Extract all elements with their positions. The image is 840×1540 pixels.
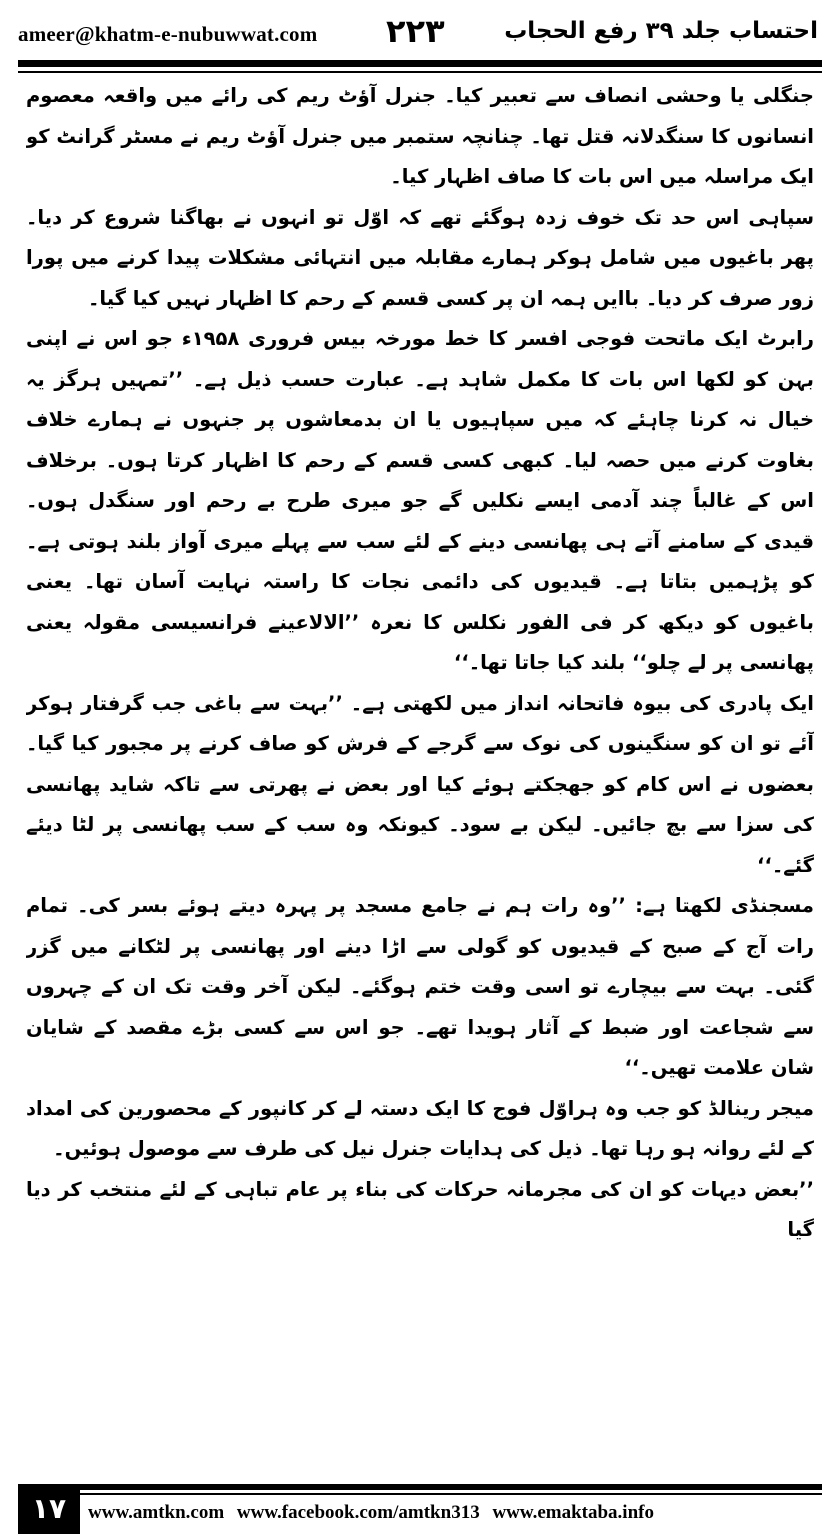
header-book-title: احتساب جلد ۳۹ رفع الحجاب bbox=[504, 18, 818, 44]
footer-page-index: ۱۷ bbox=[18, 1484, 80, 1534]
footer-link-facebook[interactable]: www.facebook.com/amtkn313 bbox=[236, 1502, 480, 1523]
header-page-number: ۲۲۳ bbox=[386, 12, 445, 50]
paragraph-4: ایک پادری کی بیوہ فاتحانہ انداز میں لکھتی ہے۔ ’’بہت سے باغی جب گرفتار ہوکر آئے تو ان کو سنگینوں کی نوک سے گرجے کے فرش کو صاف کرنے پر مجبور کیا گیا۔ بعضوں نے اس کام کو جھجکتے ہوئے کیا اور بعض نے پھرتی سے تاکہ شاید پھانسی کی سزا سے بچ جائیں۔ لیکن بے سود۔ کیونکہ وہ سب کے سب پھانسی پر لٹا دیئے گئے۔‘‘ bbox=[26, 691, 814, 877]
header-rule-thin bbox=[18, 71, 822, 73]
paragraph-1: جنگلی یا وحشی انصاف سے تعبیر کیا۔ جنرل آؤٹ ریم کی رائے میں واقعہ معصوم انسانوں کا سنگدلانہ قتل تھا۔ چنانچہ ستمبر میں جنرل آؤٹ ریم نے مسٹر گرانٹ کو ایک مراسلہ میں اس بات کا صاف اظہار کیا۔ bbox=[26, 84, 814, 188]
footer-link-emaktaba[interactable]: www.emaktaba.info bbox=[492, 1502, 654, 1523]
header-rule-thick bbox=[18, 60, 822, 67]
body-text bbox=[26, 76, 814, 1466]
paragraph-6: میجر رینالڈ کو جب وہ ہراوّل فوج کا ایک دستہ لے کر کانپور کے محصورین کی امداد کے لئے روانہ ہو رہا تھا۔ ذیل کی ہدایات جنرل نیل کی طرف سے موصول ہوئیں۔ bbox=[26, 1096, 814, 1160]
paragraph-3: رابرٹ ایک ماتحت فوجی افسر کا خط مورخہ بیس فروری ۱۹۵۸ء جو اس نے اپنی بہن کو لکھا اس بات کا مکمل شاہد ہے۔ عبارت حسب ذیل ہے۔ ’’تمہیں ہرگز یہ خیال نہ کرنا چاہئے کہ میں سپاہیوں یا ان بدمعاشوں پر جنہوں نے ہمارے خلاف بغاوت کرنے میں حصہ لیا۔ کبھی کسی قسم کے رحم کا اظہار کرتا ہوں۔ برخلاف اس کے غالباً چند آدمی ایسے نکلیں گے جو میری طرح بے رحم اور سنگدل ہوں۔ قیدی کے سامنے آتے ہی پھانسی دینے کے لئے سب سے پہلے میری آواز بلند ہوتی ہے۔ کو پڑہمیں بتاتا ہے۔ قیدیوں کی دائمی نجات کا راستہ نہایت آسان تھا۔ یعنی باغیوں کو دیکھ کر فی الفور نکلس کا نعرہ ’’الالاعینے فرانسیسی مقولہ یعنی پھانسی پر لے چلو‘‘ بلند کیا جاتا تھا۔‘‘ bbox=[26, 327, 814, 674]
page-header bbox=[18, 8, 822, 56]
footer-rule-thin bbox=[80, 1493, 822, 1495]
header-email: ameer@khatm-e-nubuwwat.com bbox=[18, 22, 318, 46]
paragraph-5: مسجنڈی لکھتا ہے: ’’وہ رات ہم نے جامع مسجد پر پہرہ دیتے ہوئے بسر کی۔ تمام رات آج کے صبح کے قیدیوں کو گولی سے اڑا دینے اور پھانسی پر لٹکانے میں گزر گئی۔ بہت سے بیچارے تو اسی وقت ختم ہوگئے۔ لیکن آخر وقت تک ان کے چہروں سے شجاعت اور ضبط کے آثار ہویدا تھے۔ جو اس سے کسی بڑے مقصد کے شایان شان علامت تھیں۔‘‘ bbox=[26, 894, 814, 1079]
footer-rule-thick bbox=[80, 1484, 822, 1490]
paragraph-2: سپاہی اس حد تک خوف زدہ ہوگئے تھے کہ اوّل تو انہوں نے بھاگنا شروع کر دیا۔ پھر باغیوں میں شامل ہوکر ہمارے مقابلہ میں انتہائی مشکلات پیدا کرنے میں پورا زور صرف کر دیا۔ باایں ہمہ ان پر کسی قسم کے رحم کا اظہار نہیں کیا گیا۔ bbox=[26, 205, 814, 310]
footer-links bbox=[88, 1502, 822, 1524]
footer-link-amtkn[interactable]: www.amtkn.com bbox=[88, 1502, 225, 1523]
paragraph-7: ’’بعض دیہات کو ان کی مجرمانہ حرکات کی بناء پر عام تباہی کے لئے منتخب کر دیا گیا bbox=[26, 1177, 814, 1241]
